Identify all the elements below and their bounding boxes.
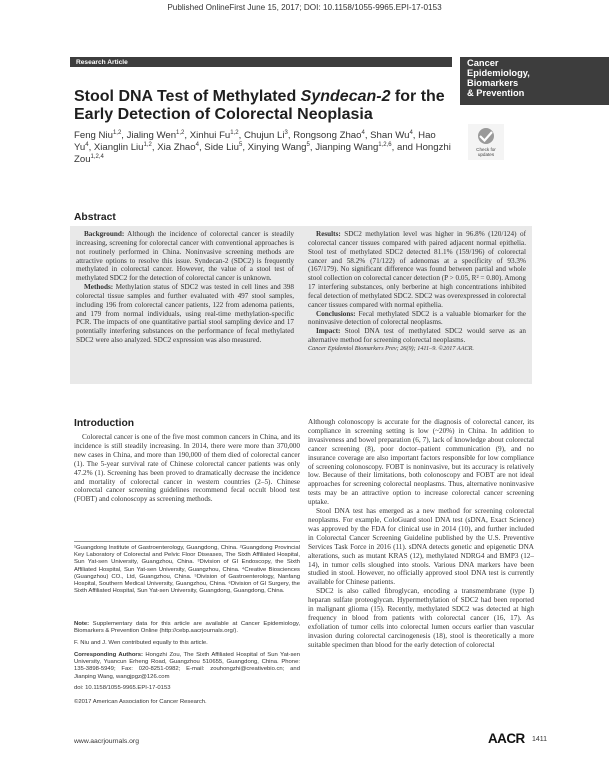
crossmark-line2: updates xyxy=(477,152,495,157)
author-list: Feng Niu$^{1,2}$, Jialing Wen$^{1,2}$, Xinhui Fu$^{1,2}$, Chujun Li$^3$, Rongsong Zhao$^4$, Shan Wu$^4$, Hao Yu$^4$, Xianglin Liu$^{1,2}$, Xia Zhao$^4$, Side Liu$^5$, Xinying Wang$^5$, Jianping Wang$^{1,2,6}$, and Hongzhi Zou$^{1,2,4}$ xyxy=(74,129,451,165)
abstract-citation: Cancer Epidemiol Biomarkers Prev; 26(9); 1411–9. ©2017 AACR. xyxy=(308,344,474,352)
author-affiliation: 1,2 xyxy=(230,129,239,136)
crossmark-line1: Check for xyxy=(476,147,496,152)
journal-line: & Prevention xyxy=(467,88,525,98)
author-affiliation: 4 xyxy=(195,141,199,148)
article-title xyxy=(74,88,454,124)
author-affiliation: 3 xyxy=(284,129,288,136)
supplementary-note: Note: Supplementary data for this article are available at Cancer Epidemiology, Biomarkers & Prevention Online (http://cebp.aacrjournals.org/). xyxy=(74,621,300,635)
abstract-impact: Impact: Stool DNA test of methylated SDC2 would serve as an alternative method for screening colorectal neoplasms. xyxy=(308,327,526,345)
author-name: Feng Niu$^{1,2}$ xyxy=(74,129,122,141)
abstract-conclusions: Conclusions: Fecal methylated SDC2 is a valuable biomarker for the noninvasive detection of colorectal neoplasms. xyxy=(308,309,526,327)
intro-paragraph: SDC2 is also called fibroglycan, encoding a transmembrane (type I) heparan sulfate proteoglycan. Hypermethylation of SDC2 had been reported in malignant glioma (15). Recently, methylated SDC2 was detected at high frequency in blood from patients with colorectal cancer (16, 17). As exfoliation of tumor cells into colorectal lumen occurs earlier than vascular invasion during colorectal carcinogenesis (18), stool is theoretically a more suitable specimen than blood for the early detection of colorectal xyxy=(308,587,534,649)
author-affiliation: 5 xyxy=(306,141,310,148)
check-for-updates-badge[interactable] xyxy=(468,124,504,160)
author-affiliation: 1,2 xyxy=(176,129,185,136)
footnote-divider xyxy=(74,541,300,542)
aacr-logo: AACR xyxy=(488,731,525,746)
abstract-results: Results: SDC2 methylation level was higher in 96.8% (120/124) of colorectal cancer tissues compared with paired adjacent normal epithelia. Stool test of methylated SDC2 detected 81.1% (159/196) of colorectal cancer and 58.2% (71/122) of adenomas at a specificity of 93.3% (167/179). No significant difference was found between partial and whole stool collection on colorectal cancer detection (P > 0.05, R² = 0.80). Among 17 interfering substances, only berberine at high concentrations inhibited fecal detection of methylated SDC2. SDC2 was overexpressed in colorectal cancer tissues compared with normal epithelia. xyxy=(308,230,526,309)
abstract-right-column xyxy=(308,230,526,354)
author-name: Shan Wu$^4$ xyxy=(370,129,413,141)
corresponding-authors: Corresponding Authors: Hongzhi Zou, The Sixth Affiliated Hospital of Sun Yat-sen University, Yuancun Erheng Road, Guangzhou 510655, Guangdong, China. Phone: 135-3898-5949; Fax: 020-8251-0982; E-mail: zouhongzhi@creativebio.cn; and Jianping Wang, wangjpgz@126.com xyxy=(74,652,300,680)
equal-contribution-note: F. Niu and J. Wen contributed equally to this article. xyxy=(74,640,208,646)
journal-line: Biomarkers xyxy=(467,78,519,88)
journal-line: Cancer xyxy=(467,58,499,68)
author-affiliation: 1,2 xyxy=(143,141,152,148)
affiliations-footnote: ¹Guangdong Institute of Gastroenterology, Guangdong, China. ²Guangdong Provincial Key Laboratory of Colorectal and Pelvic Floor Diseases, The Sixth Affiliated Hospital, Sun Yat-sen University, Guangzhou, China. ³Division of GI Endoscopy, the Sixth Affiliated Hospital, Sun Yat-sen University, Guangzhou, China. ⁴Creative Biosciences (Guangzhou) CO., Ltd, Guangzhou, China. ⁵Division of Gastroenterology, Nanfang Hospital, Southern Medical University, Guangzhou, China. ⁶Division of GI Surgery, the Sixth Affiliated Hospital, Sun Yat-sen University, Guangdong, Guangdong, China. xyxy=(74,545,300,595)
author-affiliation: 1,2 xyxy=(112,129,122,136)
author-affiliation: 1,2,6 xyxy=(378,141,392,148)
journal-name xyxy=(467,58,530,98)
abstract-heading: Abstract xyxy=(74,212,116,223)
author-affiliation: 5 xyxy=(238,141,243,148)
author-conjunction: and xyxy=(394,142,416,153)
author-name: Rongsong Zhao$^4$ xyxy=(293,129,365,141)
introduction-right-column xyxy=(308,418,534,650)
title-part1: Stool DNA Test of Methylated xyxy=(74,88,301,105)
journal-url[interactable]: www.aacrjournals.org xyxy=(74,738,139,745)
copyright-line: ©2017 American Association for Cancer Research. xyxy=(74,699,207,705)
article-type-label: Research Article xyxy=(76,58,128,66)
author-name: Jialing Wen$^{1,2}$ xyxy=(126,129,185,141)
author-name: Xinying Wang$^5$ xyxy=(247,141,310,153)
title-part2: for the Early Detection of Colorectal Neoplasia xyxy=(74,88,445,123)
abstract-background: Background: Although the incidence of colorectal cancer is steadily increasing, screening for colorectal cancer with conventional approaches is not routinely performed in China. Noninvasive screening methods are attractive options to resolve this issue. Syndecan-2 (SDC2) is frequently methylated in colorectal cancer. However, the value of a stool test of methylated SDC2 for the detection of colorectal cancer is unknown. xyxy=(76,230,294,283)
published-online-line: Published OnlineFirst June 15, 2017; DOI: 10.1158/1055-9965.EPI-17-0153 xyxy=(167,3,442,12)
author-name: Hao Yu$^4$ xyxy=(74,130,436,153)
author-name: Side Liu$^5$ xyxy=(204,141,243,153)
abstract-methods: Methods: Methylation status of SDC2 was tested in cell lines and 398 colorectal tissue samples and further evaluated with 497 stool samples, including 196 from colorectal cancer patients, 122 from adenoma patients, and 179 from normal individuals, using real-time methylation-specific PCR. The impacts of one quantitative partial stool sampling device and 17 potentially interfering substances on the performance of fecal methylated SDC2 were also analyzed. SDC2 expression was also measured. xyxy=(76,283,294,345)
journal-line: Epidemiology, xyxy=(467,68,530,78)
author-affiliation: 4 xyxy=(361,129,365,136)
author-name: Xianglin Liu$^{1,2}$ xyxy=(93,141,152,153)
author-name: Xia Zhao$^4$ xyxy=(157,141,199,153)
intro-paragraph: Colorectal cancer is one of the five most common cancers in China, and its incidence is still steadily increasing. In 2014, there were more than 370,000 new cases in China, and more than 190,000 of them died of colorectal cancer (1). The 5-year survival rate of Chinese colorectal cancer patients was only 47.2% (1). Screening has been proved to dramatically decrease the incidence and mortality of colorectal cancer in western countries (2–5). Chinese colorectal cancer screening guidelines recommend fecal occult blood test (FOBT) and colonoscopy as screening methods. xyxy=(74,433,300,504)
title-gene: Syndecan-2 xyxy=(300,88,391,105)
author-affiliation: 4 xyxy=(85,141,89,148)
author-name: Jianping Wang$^{1,2,6}$ xyxy=(315,141,392,153)
author-affiliation: 4 xyxy=(409,129,413,136)
intro-paragraph: Although colonoscopy is accurate for the diagnosis of colorectal cancer, its compliance in screening setting is low (~20%) in China. In addition to invasiveness and bowel preparation (6, 7), lack of knowledge about colorectal cancer screening (8), poor doctor–patient communication (9), and no insurance coverage are also important factors responsible for low compliance of screening colonoscopy. FOBT is noninvasive, but its accuracy is relatively low. Because of their limitations, both colonoscopy and FOBT are not ideal approaches for screening colorectal neoplasms. Thus, alternative noninvasive tests may be an attractive option to increase colorectal cancer screening uptake. xyxy=(308,418,534,507)
introduction-heading: Introduction xyxy=(74,418,135,429)
intro-paragraph: Stool DNA test has emerged as a new method for screening colorectal neoplasms. For example, ColoGuard stool DNA test (sDNA, Exact Science) was approved by the FDA for clinical use in 2014 (10), and further included in Colorectal Cancer Screening Guideline published by the U.S. Preventive Services Task Force in 2016 (11). sDNA detects genetic and epigenetic DNA alterations, such as mutant KRAS (12), methylated NDRG4 and BMP3 (12–14), in tumor cells sloughed into stools. Various DNA markers have been studied in stool. However, no officially approved stool DNA test is currently available for Chinese patients. xyxy=(308,507,534,587)
author-name: Xinhui Fu$^{1,2}$ xyxy=(189,129,239,141)
doi-line: doi: 10.1158/1055-9965.EPI-17-0153 xyxy=(74,685,171,691)
author-name: Hongzhi Zou$^{1,2,4}$ xyxy=(74,142,451,165)
abstract-left-column xyxy=(76,230,294,345)
page-number: 1411 xyxy=(532,736,548,743)
author-name: Chujun Li$^3$ xyxy=(243,129,288,141)
introduction-left-column xyxy=(74,433,300,504)
author-affiliation: 1,2,4 xyxy=(90,153,104,160)
crossmark-icon xyxy=(468,124,504,160)
